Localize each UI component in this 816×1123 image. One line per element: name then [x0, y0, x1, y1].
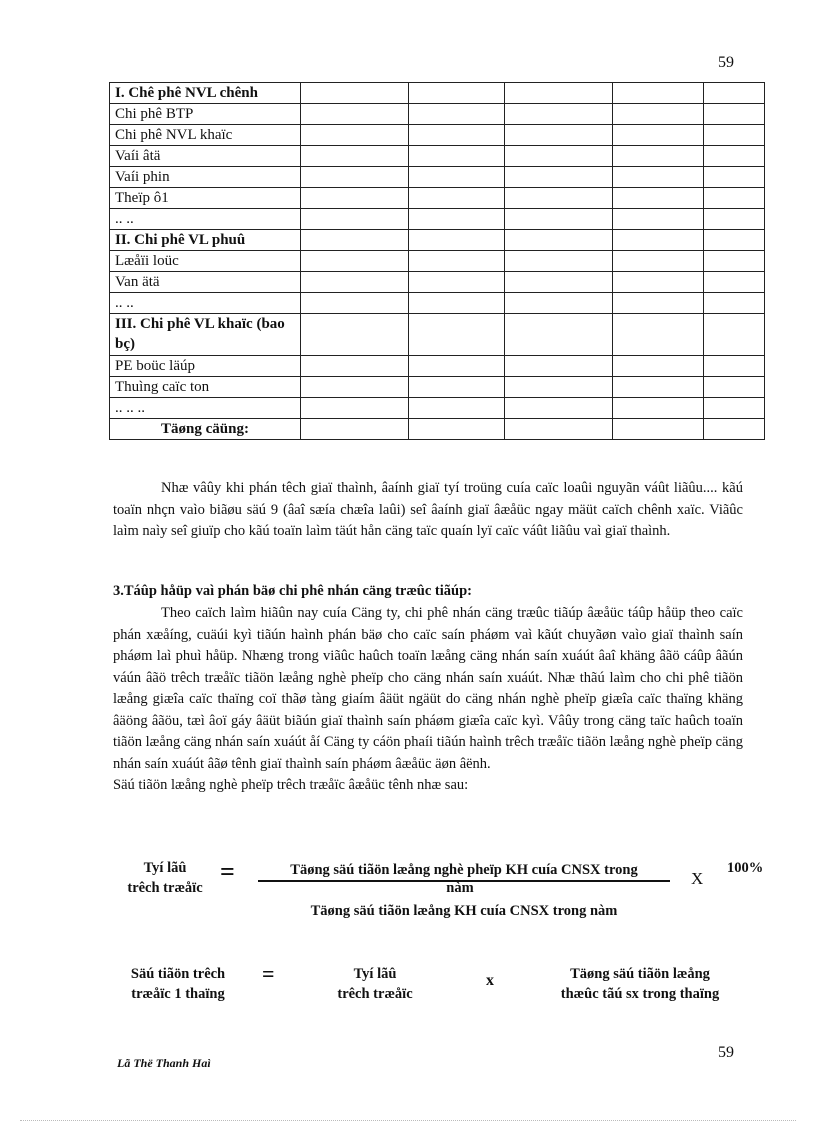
formula1-equals: = — [220, 857, 235, 886]
table-cell — [704, 209, 765, 230]
formula2-times: x — [486, 972, 494, 989]
formula2-lhs — [108, 964, 248, 1004]
table-cell — [613, 209, 704, 230]
table-cell — [505, 251, 613, 272]
formula2-lhs-line1: Säú tiãön trêch — [130, 966, 226, 982]
table-cell — [409, 293, 505, 314]
table-row — [110, 419, 765, 440]
table-cell — [505, 314, 613, 356]
row-label: .. .. — [110, 293, 301, 314]
table-cell — [505, 167, 613, 188]
table-cell — [505, 146, 613, 167]
table-cell — [613, 314, 704, 356]
formula1-numerator-line2: nàm — [446, 880, 474, 896]
table-cell — [409, 209, 505, 230]
table-cell — [613, 83, 704, 104]
formula1-numerator-line1: Täøng säú tiãön læång nghè pheïp KH cuía CNSX trong — [290, 862, 638, 878]
table-cell — [301, 356, 409, 377]
row-label: Vaíi âtä — [110, 146, 301, 167]
table-cell — [301, 230, 409, 251]
formula2-mid — [310, 964, 440, 1004]
table-cell — [301, 377, 409, 398]
table-cell — [704, 377, 765, 398]
row-label: Læåïi loüc — [110, 251, 301, 272]
table-cell — [704, 188, 765, 209]
table-cell — [301, 146, 409, 167]
table-cell — [704, 272, 765, 293]
table-cell — [301, 83, 409, 104]
row-label: I. Chê phê NVL chênh — [110, 83, 301, 104]
table-row — [110, 230, 765, 251]
table-cell — [301, 293, 409, 314]
table-cell — [613, 125, 704, 146]
formula2-rhs — [530, 964, 750, 1004]
table-cell — [704, 83, 765, 104]
table-cell — [505, 356, 613, 377]
page-number-top: 59 — [718, 54, 734, 71]
table-cell — [409, 104, 505, 125]
row-label: Theïp ô1 — [110, 188, 301, 209]
table-row — [110, 146, 765, 167]
table-cell — [505, 272, 613, 293]
table-cell — [505, 125, 613, 146]
table-cell — [505, 419, 613, 440]
table-cell — [409, 398, 505, 419]
table-cell — [505, 209, 613, 230]
formula1-lhs-line1: Tyí lãû — [143, 860, 187, 876]
row-label: PE boüc läúp — [110, 356, 301, 377]
table-cell — [409, 188, 505, 209]
table-cell — [704, 125, 765, 146]
table-cell — [704, 419, 765, 440]
table-cell — [505, 83, 613, 104]
table-cell — [613, 293, 704, 314]
table-cell — [505, 293, 613, 314]
table-cell — [613, 356, 704, 377]
formula1-percent: 100% — [727, 860, 764, 876]
table-cell — [409, 272, 505, 293]
table-cell — [301, 419, 409, 440]
row-label: Thuìng caïc ton — [110, 377, 301, 398]
paragraph-labor-cost — [113, 603, 743, 797]
table-cell — [613, 104, 704, 125]
table-cell — [409, 377, 505, 398]
row-label: III. Chi phê VL khaïc (bao bç) — [110, 314, 301, 356]
table-cell — [505, 398, 613, 419]
table-cell — [704, 251, 765, 272]
table-cell — [613, 272, 704, 293]
formula2-rhs-line2: thæûc tãú sx trong thaïng — [560, 986, 720, 1002]
table-cell — [613, 419, 704, 440]
table-cell — [704, 293, 765, 314]
row-label: Täøng cäüng: — [110, 419, 301, 440]
table-cell — [704, 146, 765, 167]
paragraph-labor-body: Theo caïch laìm hiãûn nay cuía Cäng ty, chi phê nhán cäng træûc tiãúp âæåüc táûp håüp theo caïc phán xæåíng, cuäúi kyì tiãún haình phán bäø cho caïc saín pháøm vaì kãút chuyãøn vaìo giaï thaình saín pháøm laì phuì håüp. Nhæng trong viãûc haûch toaïn læång cäng nhán saín xuáút âaî khäng âãö cáûp âãún váún âãö trêch træåïc tiãön læång nghè pheïp cho cäng nhán saín xuáút. Nhæ thãú laìm cho chi phê tiãön læång giæîa caïc thaïng coï thãø tàng giaím âäüt ngäüt do cäng nhán nghè pheïp giæîa caïc thaïng khäng âäöng âãöu, tæì âoï gáy âäüt biãún giaï thaình saín pháøm giæîa caïc kyì. Vâûy trong cäng taïc haûch toaïn tiãön læång cäng nhán saín xuáút åí Cäng ty cáön phaíi tiãún haình trêch træåïc tiãön læång nghè pheïp cäng nhán saín xuáút âãø tênh giaï thaình saín pháøm âæåüc äøn âënh. — [113, 605, 743, 772]
table-cell — [409, 356, 505, 377]
table-cell — [613, 251, 704, 272]
table-cell — [301, 188, 409, 209]
table-cell — [704, 230, 765, 251]
table-cell — [704, 167, 765, 188]
row-label: Vaíi phin — [110, 167, 301, 188]
table-row — [110, 293, 765, 314]
formula1-lhs — [110, 858, 220, 898]
formula2-mid-line1: Tyí lãû — [353, 966, 397, 982]
table-cell — [704, 104, 765, 125]
table-row — [110, 209, 765, 230]
table-row — [110, 398, 765, 419]
page-number-bottom: 59 — [718, 1044, 734, 1061]
table-cell — [301, 125, 409, 146]
table-cell — [409, 314, 505, 356]
table-cell — [301, 251, 409, 272]
paragraph-analysis: Nhæ vâûy khi phán têch giaï thaình, âaính giaï tyí troüng cuía caïc loaûi nguyãn váût liãûu.... kãú toaïn nhçn vaìo biãøu säú 9 (âaî sæía chæîa laûi) seî âaính giaï âæåüc ngay mäüt caïch chênh xaïc. Viãûc laìm naìy seî giuïp cho kãú toaïn laìm täút hån cäng taïc quaín lyï caïc váût liãûu vaì giaï thaình. — [113, 480, 743, 539]
table-cell — [409, 419, 505, 440]
formula1-lhs-line2: trêch træåïc — [127, 880, 203, 896]
formula1-denominator: Täøng säú tiãön læång KH cuía CNSX trong nàm — [310, 903, 618, 919]
table-row — [110, 83, 765, 104]
table-cell — [409, 167, 505, 188]
table-cell — [613, 146, 704, 167]
table-cell — [301, 167, 409, 188]
table-cell — [704, 398, 765, 419]
table-cell — [301, 209, 409, 230]
table-row — [110, 125, 765, 146]
table-cell — [301, 398, 409, 419]
table-row — [110, 167, 765, 188]
row-label: Chi phê NVL khaïc — [110, 125, 301, 146]
paragraph-formula-intro: Säú tiãön læång nghè pheïp trêch træåïc âæåüc tênh nhæ sau: — [113, 777, 469, 793]
table-row — [110, 272, 765, 293]
table-row — [110, 188, 765, 209]
formula2-lhs-line2: træåïc 1 thaïng — [131, 986, 225, 1002]
table-cell — [409, 230, 505, 251]
table-cell — [409, 146, 505, 167]
table-row — [110, 377, 765, 398]
table-cell — [704, 356, 765, 377]
table-cell — [409, 251, 505, 272]
row-label: .. .. .. — [110, 398, 301, 419]
table-cell — [409, 83, 505, 104]
table-cell — [505, 188, 613, 209]
formula2-mid-line2: trêch træåïc — [337, 986, 413, 1002]
table-row — [110, 314, 765, 356]
footer-divider — [20, 1120, 796, 1121]
table-cell — [301, 314, 409, 356]
table-cell — [704, 314, 765, 356]
row-label: .. .. — [110, 209, 301, 230]
table-cell — [301, 272, 409, 293]
table-cell — [613, 230, 704, 251]
table-cell — [505, 377, 613, 398]
table-cell — [613, 188, 704, 209]
table-row — [110, 104, 765, 125]
table-cell — [301, 104, 409, 125]
table-cell — [613, 398, 704, 419]
table-cell — [409, 125, 505, 146]
row-label: Chi phê BTP — [110, 104, 301, 125]
formula1-times: X — [691, 869, 704, 888]
table-cell — [613, 167, 704, 188]
formula2-equals: = — [262, 961, 275, 986]
table-cell — [505, 104, 613, 125]
section-heading: 3.Táûp håüp vaì phán bäø chi phê nhán cäng træûc tiãúp: — [113, 583, 472, 599]
row-label: Van ätä — [110, 272, 301, 293]
cost-table — [109, 82, 765, 440]
table-row — [110, 356, 765, 377]
table-cell — [613, 377, 704, 398]
row-label: II. Chi phê VL phuû — [110, 230, 301, 251]
table-cell — [505, 230, 613, 251]
author-name: Lã Thë Thanh Haì — [117, 1056, 211, 1070]
formula2-rhs-line1: Täøng säú tiãön læång — [570, 966, 710, 982]
table-row — [110, 251, 765, 272]
